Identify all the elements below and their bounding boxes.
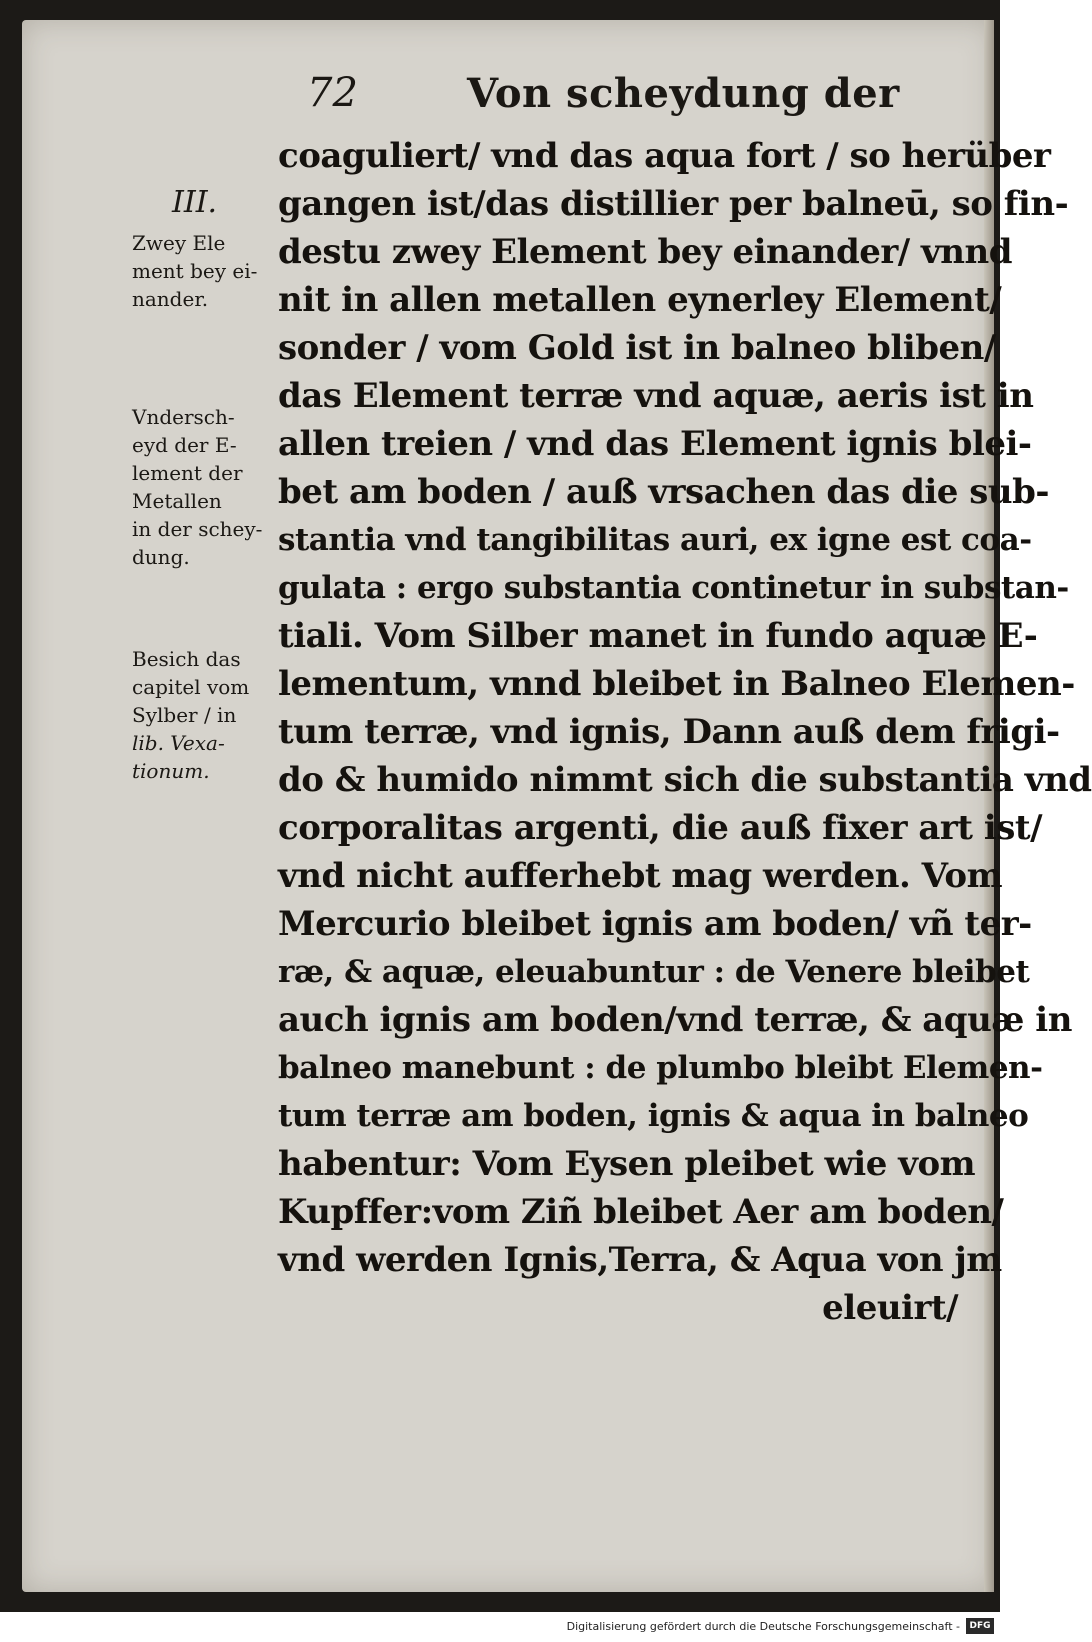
book-page bbox=[22, 20, 1092, 1592]
body-line: coaguliert/ vnd das aqua fort / so herüber bbox=[278, 136, 1051, 176]
margin-note-line: Zwey Ele bbox=[132, 231, 226, 255]
body-line: vnd werden Ignis,Terra, & Aqua von jm bbox=[278, 1240, 1002, 1280]
body-line: nit in allen metallen eynerley Element/ bbox=[278, 280, 1002, 320]
body-line: stantia vnd tangibilitas auri, ex igne est coa- bbox=[278, 522, 1032, 558]
body-line: tum terræ, vnd ignis, Dann auß dem frigi- bbox=[278, 712, 1060, 752]
margin-note-line: ment bey ei- bbox=[132, 259, 258, 283]
body-line: gulata : ergo substantia continetur in substan- bbox=[278, 570, 1069, 606]
body-line: do & humido nimmt sich die substantia vnd bbox=[278, 760, 1092, 800]
margin-note-line: capitel vom bbox=[132, 675, 250, 699]
body-line: tiali. Vom Silber manet in fundo aquæ E- bbox=[278, 616, 1038, 656]
running-head bbox=[22, 70, 994, 130]
margin-note-line: Besich das bbox=[132, 647, 241, 671]
body-line: gangen ist/das distillier per balneū, so fin- bbox=[278, 184, 1069, 224]
body-line: allen treien / vnd das Element ignis blei- bbox=[278, 424, 1032, 464]
dfg-logo: DFG bbox=[966, 1618, 994, 1634]
footer bbox=[0, 1612, 1000, 1642]
body-line: corporalitas argenti, die auß fixer art ist/ bbox=[278, 808, 1043, 848]
margin-note-line: nander. bbox=[132, 287, 209, 311]
margin-note-line: Sylber / in bbox=[132, 703, 237, 727]
body-line: das Element terræ vnd aquæ, aeris ist in bbox=[278, 376, 1034, 416]
body-line: lementum, vnnd bleibet in Balneo Elemen- bbox=[278, 664, 1075, 704]
margin-note-line: dung. bbox=[132, 545, 190, 569]
body-line: destu zwey Element bey einander/ vnnd bbox=[278, 232, 1012, 272]
page-number: 72 bbox=[307, 70, 358, 116]
section-number: III. bbox=[172, 185, 218, 220]
body-line: ræ, & aquæ, eleuabuntur : de Venere bleibet bbox=[278, 954, 1030, 990]
margin-note-line: lement der bbox=[132, 461, 243, 485]
body-line: tum terræ am boden, ignis & aqua in balneo bbox=[278, 1098, 1029, 1134]
body-line: Mercurio bleibet ignis am boden/ vñ ter- bbox=[278, 904, 1032, 944]
margin-note-line: tionum. bbox=[132, 759, 210, 783]
body-line: balneo manebunt : de plumbo bleibt Elemen- bbox=[278, 1050, 1043, 1086]
margin-note-line: Metallen bbox=[132, 489, 222, 513]
margin-note-line: lib. Vexa- bbox=[132, 731, 225, 755]
body-line: sonder / vom Gold ist in balneo bliben/ bbox=[278, 328, 996, 368]
body-line: Kupffer:vom Ziñ bleibet Aer am boden/ bbox=[278, 1192, 1004, 1232]
running-head-title: Von scheydung der bbox=[467, 70, 900, 117]
body-line: habentur: Vom Eysen pleibet wie vom bbox=[278, 1144, 976, 1184]
margin-note-line: Vndersch- bbox=[132, 405, 235, 429]
margin-note-1 bbox=[132, 229, 282, 313]
margin-note-line: eyd der E- bbox=[132, 433, 237, 457]
margin-note-3 bbox=[132, 645, 282, 785]
footer-credit: Digitalisierung gefördert durch die Deutsche Forschungsgemeinschaft - bbox=[566, 1620, 960, 1633]
body-line: bet am boden / auß vrsachen das die sub- bbox=[278, 472, 1050, 512]
margin-note-line: in der schey- bbox=[132, 517, 263, 541]
margin-note-2 bbox=[132, 403, 282, 571]
body-line: vnd nicht aufferhebt mag werden. Vom bbox=[278, 856, 1003, 896]
body-line: auch ignis am boden/vnd terræ, & aquæ in bbox=[278, 1000, 1072, 1040]
body-line: eleuirt/ bbox=[822, 1288, 958, 1328]
